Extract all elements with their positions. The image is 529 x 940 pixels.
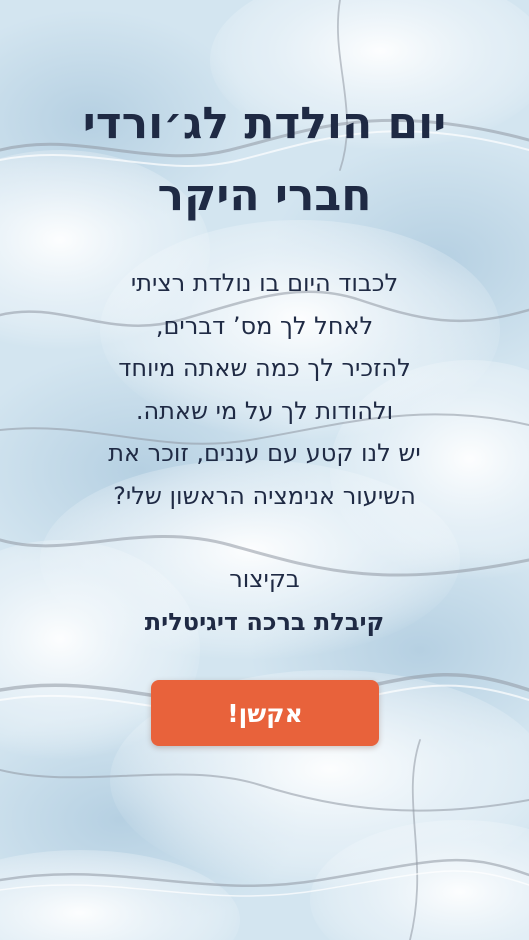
title-line-1: יום הולדת לג׳ורדי: [82, 98, 447, 149]
message-line: לכבוד היום בו נולדת רציתי: [130, 269, 399, 297]
message-line: ולהודות לך על מי שאתה.: [135, 396, 394, 425]
message-line: להזכיר לך כמה שאתה מיוחד: [118, 354, 411, 382]
signoff-intro: בקיצור: [229, 565, 300, 593]
title-line-2: חברי היקר: [157, 170, 372, 221]
action-button[interactable]: אקשן!: [151, 680, 379, 746]
page-title: [20, 88, 509, 232]
signoff-main: קיבלת ברכה דיגיטלית: [144, 608, 385, 636]
greeting-message: [30, 262, 499, 517]
signoff: [30, 558, 499, 644]
message-line: לאחל לך מס’ דברים,: [155, 311, 374, 340]
message-line: השיעור אנימציה הראשון שלי?: [113, 481, 416, 510]
message-line: יש לנו קטע עם עננים, זוכר את: [108, 439, 421, 467]
